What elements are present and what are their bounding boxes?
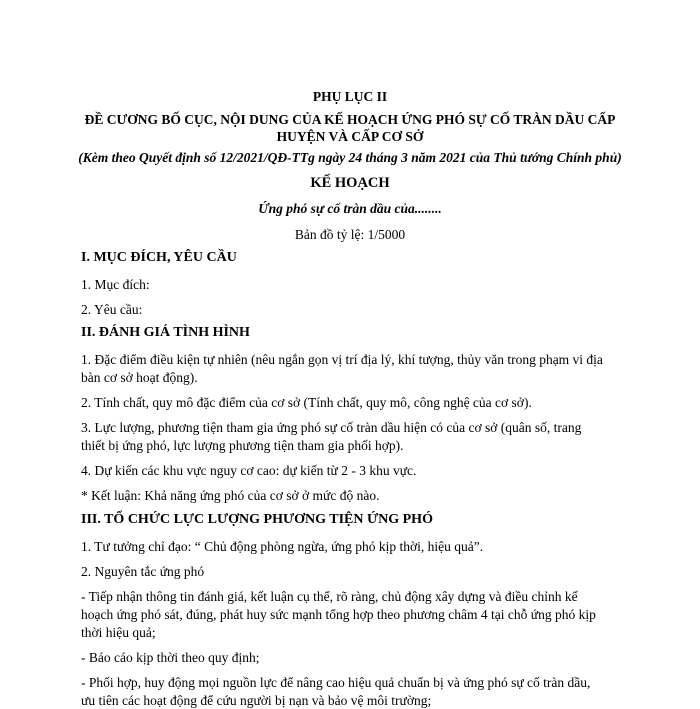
section-2-conclusion: * Kết luận: Khả năng ứng phó của cơ sở ở mức độ nào.	[81, 488, 380, 503]
section-1-item-2: 2. Yêu cầu:	[81, 302, 143, 317]
section-2-item-1-line-1: 1. Đặc điểm điều kiện tự nhiên (nêu ngắn gọn vị trí địa lý, khí tượng, thủy văn trong phạm vi địa	[81, 352, 603, 367]
section-3-heading: III. TỔ CHỨC LỰC LƯỢNG PHƯƠNG TIỆN ỨNG PHÓ	[81, 512, 433, 527]
section-2-item-3-line-1: 3. Lực lượng, phương tiện tham gia ứng phó sự cố tràn dầu hiện có của cơ sở (quân số, trang	[81, 420, 582, 435]
appendix-title: PHỤ LỤC II	[312, 89, 388, 104]
section-3-bullet-1-line-1: - Tiếp nhận thông tin đánh giá, kết luận cụ thể, rõ ràng, chủ động xây dựng và điều chỉnh kế	[81, 589, 578, 604]
section-2-item-4: 4. Dự kiến các khu vực nguy cơ cao: dự kiến từ 2 - 3 khu vực.	[81, 463, 417, 478]
map-scale: Bản đồ tỷ lệ: 1/5000	[294, 227, 406, 242]
plan-subtitle: Ứng phó sự cố tràn dầu của........	[258, 201, 442, 216]
section-3-bullet-3-line-2: ưu tiên các hoạt động để cứu người bị nạn và bảo vệ môi trường;	[81, 693, 432, 708]
decision-reference: (Kèm theo Quyết định số 12/2021/QĐ-TTg ngày 24 tháng 3 năm 2021 của Thủ tướng Chính phủ)	[78, 150, 622, 165]
section-3-item-2: 2. Nguyên tắc ứng phó	[81, 564, 205, 579]
section-2-item-3-line-2: thiết bị ứng phó, lực lượng phương tiện tham gia phối hợp).	[81, 438, 404, 453]
section-3-bullet-3-line-1: - Phối hợp, huy động mọi nguồn lực để nâng cao hiệu quả chuẩn bị và ứng phó sự cố tràn dầu,	[81, 675, 591, 690]
section-2-item-2: 2. Tính chất, quy mô đặc điểm của cơ sở (Tính chất, quy mô, công nghệ của cơ sở).	[81, 395, 532, 410]
outline-title-line-1: ĐỀ CƯƠNG BỐ CỤC, NỘI DUNG CỦA KẾ HOẠCH ỨNG PHÓ SỰ CỐ TRÀN DẦU CẤP	[84, 112, 616, 127]
section-3-item-1: 1. Tư tưởng chỉ đạo: “ Chủ động phòng ngừa, ứng phó kịp thời, hiệu quả”.	[81, 539, 484, 554]
section-1-item-1: 1. Mục đích:	[81, 277, 150, 292]
plan-title: KẾ HOẠCH	[310, 175, 390, 191]
section-3-bullet-2: - Báo cáo kịp thời theo quy định;	[81, 650, 260, 665]
outline-title-line-2: HUYỆN VÀ CẤP CƠ SỞ	[276, 129, 424, 144]
section-2-item-1-line-2: bàn cơ sở hoạt động).	[81, 370, 198, 385]
section-2-heading: II. ĐÁNH GIÁ TÌNH HÌNH	[81, 325, 250, 340]
section-3-bullet-1-line-3: thời hiệu quả;	[81, 625, 156, 640]
section-3-bullet-1-line-2: hoạch ứng phó sát, đúng, phát huy sức mạnh tổng hợp theo phương châm 4 tại chỗ ứng phó kịp	[81, 607, 596, 622]
section-1-heading: I. MỤC ĐÍCH, YÊU CẦU	[81, 250, 237, 265]
